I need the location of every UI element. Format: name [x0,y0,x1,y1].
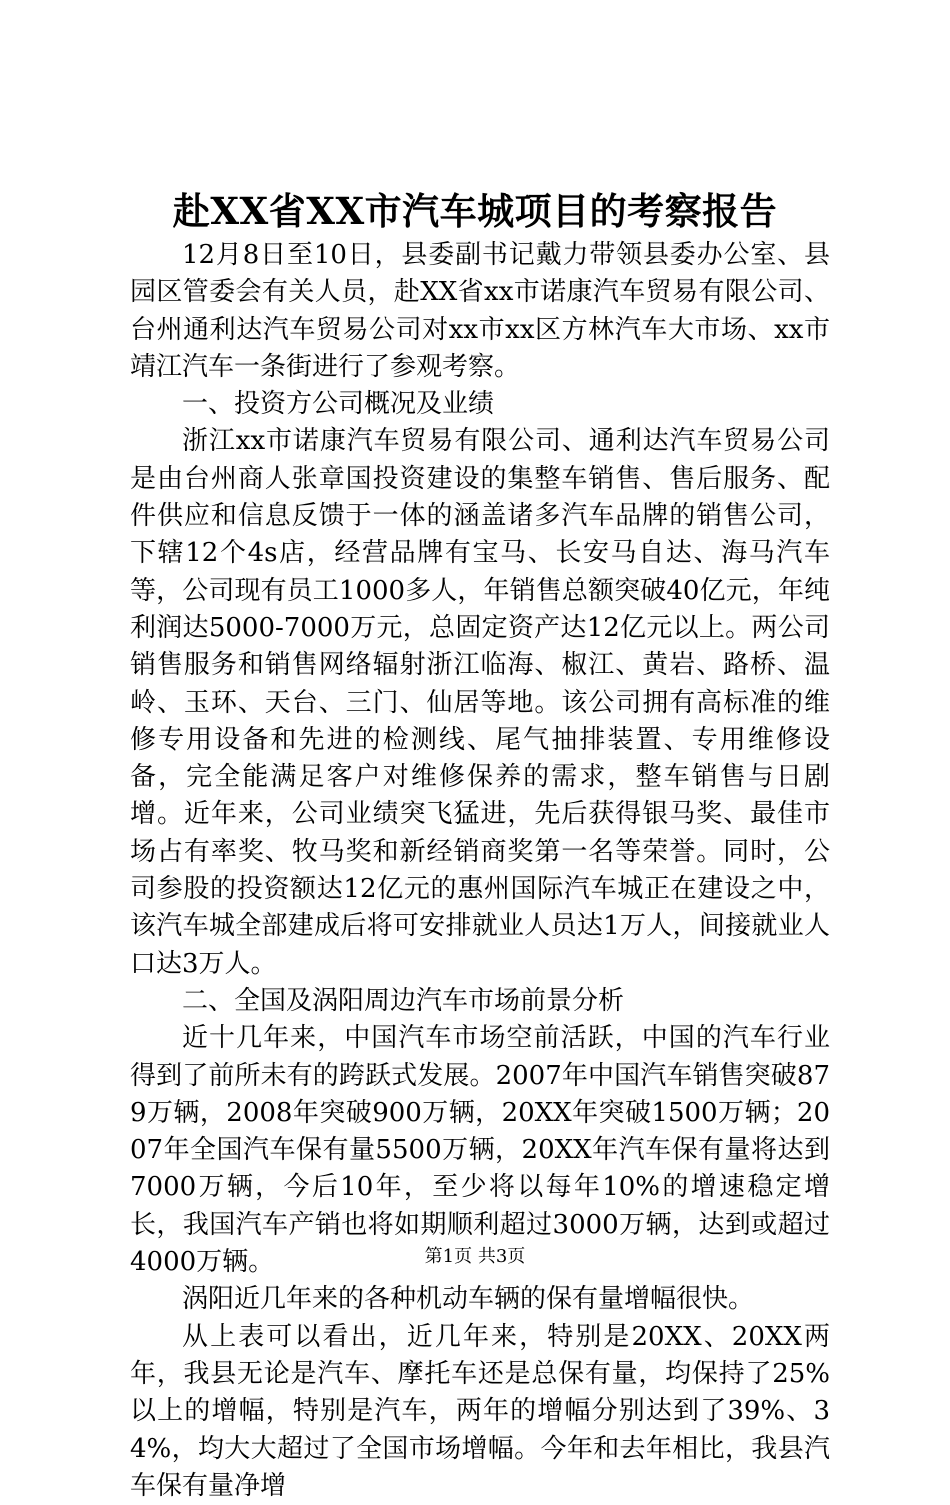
section-heading-market: 二、全国及涡阳周边汽车市场前景分析 [182,985,625,1016]
section-heading-investor: 一、投资方公司概况及业绩 [182,389,495,420]
paragraph-investor: 浙江xx市诺康汽车贸易有限公司、通利达汽车贸易公司是由台州商人张章国投资建设的集整车销售、售后服务、配件供应和信息反馈于一体的涵盖诸多汽车品牌的销售公司，下辖12个4s店，经营品牌有宝马、长安马自达、海马汽车等，公司现有员工1000多人，年销售总额突破40亿元，年纯利润达5000-7000万元，总固定资产达12亿元以上。两公司销售服务和销售网络辐射浙江临海、椒江、黄岩、路桥、温岭、玉环、天台、三门、仙居等地。该公司拥有高标准的维修专用设备和先进的检测线、尾气抽排装置、专用维修设备，完全能满足客户对维修保养的需求，整车销售与日剧增。近年来，公司业绩突飞猛进，先后获得银马奖、最佳市场占有率奖、牧马奖和新经销商奖第一名等荣誉。同时，公司参股的投资额达12亿元的惠州国际汽车城正在建设之中，该汽车城全部建成后将可安排就业人员达1万人，间接就业人口达3万人。 [130,426,830,979]
document-body [130,237,830,1505]
paragraph-national-market: 近十几年来，中国汽车市场空前活跃，中国的汽车行业得到了前所未有的跨跃式发展。2007年中国汽车销售突破879万辆，2008年突破900万辆，20XX年突破1500万辆；2007年全国汽车保有量5500万辆，20XX年汽车保有量将达到7000万辆，今后10年，至少将以每年10%的增速稳定增长，我国汽车产销也将如期顺利超过3000万辆，达到或超过4000万辆。 [130,1023,830,1278]
document-title: 赴XX省XX市汽车城项目的考察报告 [172,189,778,233]
paragraph-table-analysis: 从上表可以看出，近几年来，特别是20XX、20XX两年，我县无论是汽车、摩托车还是总保有量，均保持了25%以上的增幅，特别是汽车，两年的增幅分别达到了39%、34%，均大大超过了全国市场增幅。今年和去年相比，我县汽车保有量净增 [130,1321,830,1501]
paragraph-intro: 12月8日至10日，县委副书记戴力带领县委办公室、县园区管委会有关人员，赴XX省xx市诺康汽车贸易有限公司、台州通利达汽车贸易公司对xx市xx区方林汽车大市场、xx市靖江汽车一条街进行了参观考察。 [130,240,830,382]
page-footer: 第1页 共3页 [424,1246,526,1267]
paragraph-local-growth: 涡阳近几年来的各种机动车辆的保有量增幅很快。 [182,1284,755,1315]
